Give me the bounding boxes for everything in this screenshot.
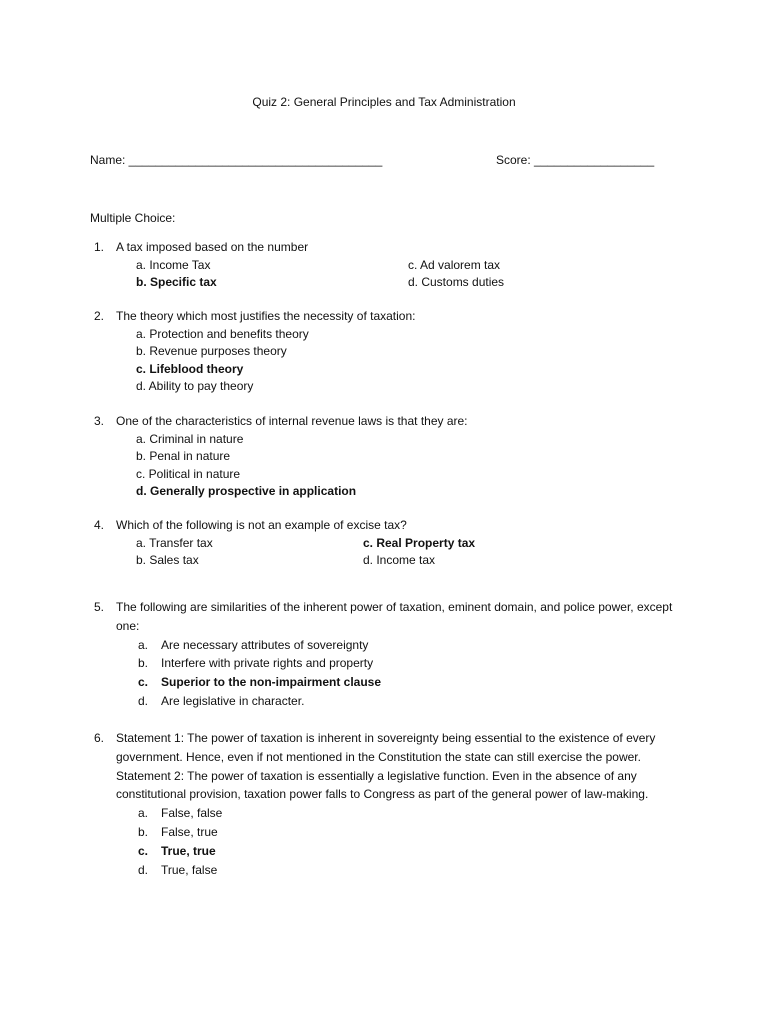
question-text: One of the characteristics of internal revenue laws is that they are: xyxy=(116,414,468,428)
option-label: d. xyxy=(138,862,149,877)
page-title: Quiz 2: General Principles and Tax Administration xyxy=(252,95,516,109)
question-4 xyxy=(93,517,686,570)
option-d: d. Generally prospective in application xyxy=(136,484,357,498)
option-text: Are legislative in character. xyxy=(161,693,305,708)
option-text: Superior to the non-impairment clause xyxy=(161,675,382,690)
option-text: True, true xyxy=(161,843,216,858)
question-text: A tax imposed based on the number xyxy=(116,240,309,254)
option-label: b. xyxy=(138,656,149,671)
option-c: c. Political in nature xyxy=(136,466,241,481)
option-d: d. Ability to pay theory xyxy=(136,379,254,393)
option-text: True, false xyxy=(161,862,218,877)
option-label: c. xyxy=(138,843,149,858)
option-label: a. xyxy=(138,806,149,821)
question-5 xyxy=(93,598,686,711)
question-text: The following are similarities of the inherent power of taxation, eminent domain, and police power, except one: xyxy=(116,600,673,633)
question-number: 1. xyxy=(93,240,104,254)
option-label: d. xyxy=(138,693,149,708)
statement-1: Statement 1: The power of taxation is inherent in sovereignty being essential to the existence of every government. Hence, even if not mentioned in the Constitution the state can still exercise the power. xyxy=(116,731,656,764)
option-b: b. Revenue purposes theory xyxy=(136,344,287,358)
option-b xyxy=(116,654,686,673)
question-1 xyxy=(93,239,686,292)
option-text: False, true xyxy=(161,824,218,839)
option-text: False, false xyxy=(161,806,223,821)
name-field: Name: ______________________________________ xyxy=(90,153,383,167)
option-a: a. Criminal in nature xyxy=(136,431,244,446)
option-a: a. Transfer tax xyxy=(136,535,213,550)
option-a: a. Protection and benefits theory xyxy=(136,326,309,341)
option-a: a. Income Tax xyxy=(136,257,211,272)
option-a xyxy=(116,804,686,823)
option-c: c. Ad valorem tax xyxy=(408,257,501,272)
option-label: a. xyxy=(138,637,149,652)
question-6 xyxy=(93,729,686,879)
option-b xyxy=(116,823,686,842)
option-d: d. Customs duties xyxy=(408,274,505,289)
statement-2: Statement 2: The power of taxation is essentially a legislative function. Even in the absence of any constitutional provision, taxation power falls to Congress as part of the general power of law-making. xyxy=(116,768,649,802)
option-c: c. Lifeblood theory xyxy=(136,361,244,376)
option-label: c. xyxy=(138,675,149,690)
question-text: The theory which most justifies the necessity of taxation: xyxy=(116,309,416,323)
question-number: 2. xyxy=(93,309,104,323)
option-a xyxy=(116,636,686,655)
option-d xyxy=(116,692,686,711)
section-heading: Multiple Choice: xyxy=(90,211,176,225)
option-b: b. Sales tax xyxy=(136,552,199,567)
option-text: Are necessary attributes of sovereignty xyxy=(161,637,369,652)
option-d: d. Income tax xyxy=(363,552,436,567)
question-number: 4. xyxy=(93,518,104,532)
question-number: 5. xyxy=(93,600,104,614)
option-text: Interfere with private rights and property xyxy=(161,656,374,671)
option-c xyxy=(116,673,686,692)
question-number: 3. xyxy=(93,414,104,428)
question-text: Which of the following is not an example of excise tax? xyxy=(116,518,407,532)
question-3 xyxy=(93,413,686,501)
option-c: c. Real Property tax xyxy=(363,535,476,550)
options xyxy=(116,257,686,292)
options xyxy=(116,535,686,570)
option-label: b. xyxy=(138,824,149,839)
option-d xyxy=(116,861,686,880)
score-field: Score: __________________ xyxy=(496,153,655,167)
question-2 xyxy=(93,308,686,396)
question-number: 6. xyxy=(93,731,104,745)
option-c xyxy=(116,842,686,861)
option-b: b. Penal in nature xyxy=(136,449,231,463)
option-b: b. Specific tax xyxy=(136,274,217,289)
